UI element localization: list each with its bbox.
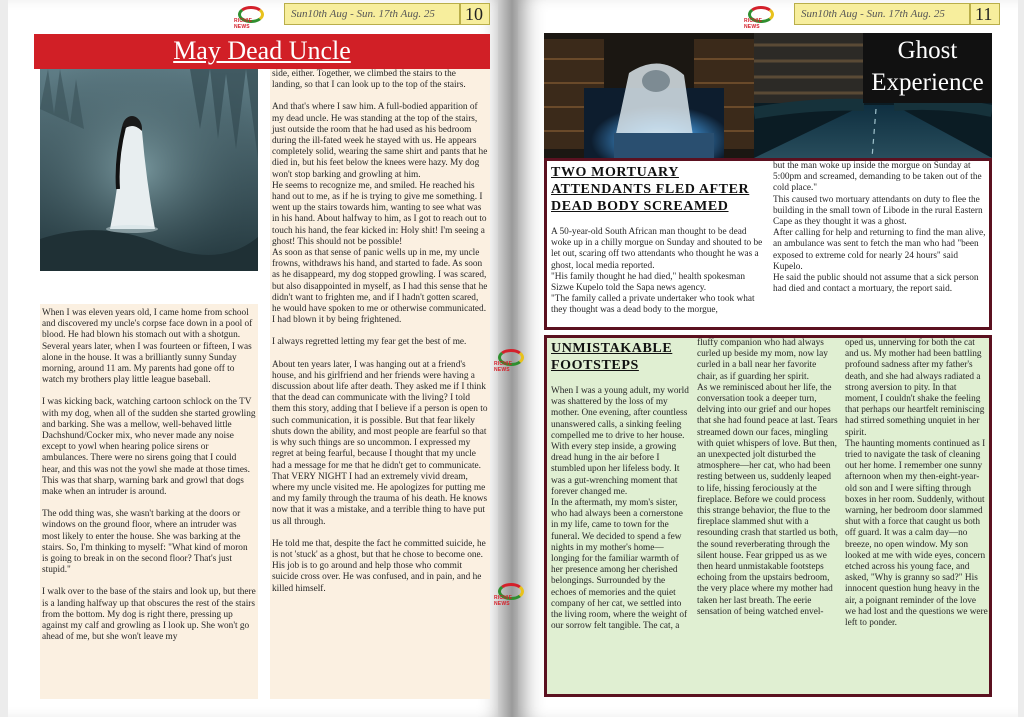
story-box-mortuary xyxy=(544,158,992,330)
paragraph: He seems to recognize me, and smiled. He reached his hand out to me, as if he is trying to give me something. I went up the stairs towards him, wanting to see what was in his hand. About halfway to him, as I got to reach out to touch his hand, the fear kicked in: Holy shit! I'm seeing a ghost! This should not be possible! xyxy=(272,180,487,247)
story-headline: TWO MORTUARY ATTENDANTS FLED AFTER DEAD BODY SCREAMED xyxy=(551,165,750,214)
richie-news-logo: RICHIE NEWS xyxy=(744,5,778,27)
paragraph: I walk over to the base of the stairs and look up, but there is a landing halfway up that obscures the rest of the stairs from the bottom. My dog is right there, pressing up against my calf and growling as I look up. She won't go ahead of me, but she won't leave my xyxy=(42,587,256,643)
paragraph: Several years later, when I was fourteen or fifteen, I was alone in the house. It was a brilliantly sunny Sunday morning, around 11 am. My parents had gone off to watch my brothers play little league baseball. xyxy=(42,341,252,386)
article-column-1 xyxy=(40,304,258,699)
paragraph: I was kicking back, watching cartoon schlock on the TV with my dog, when all of the sudden she started growling and barking. She was a mellow, well-behaved little Dachshund/Cocker mix, who never made any noise except to yowl when hearing police sirens or ambulances. There were no sirens going that I could hear, and this was not the yowl she made at those times. This was that sharp, warning bark and growl that dogs make when an intruder is around. xyxy=(42,397,256,498)
paragraph: As we reminisced about her life, the conversation took a deeper turn, delving into our grief and our hopes that she had found peace at last. Tears streamed down our faces, mingling with quiet whispers of love. But then, an unexpected jolt disturbed the atmosphere—her cat, who had been resting between us, suddenly leaped to life, hissing ferociously at the fireplace. Before we could process this strange behavior, the flue to the fireplace slammed shut with a resounding crash that startled us both, the sound reverberating through the silent house. Fear gripped us as we then heard unmistakable footsteps echoing from the upstairs bedroom, the very place where my mother had taken her last breath. The eerie sensation of being watched envel- xyxy=(697,382,838,617)
paragraph: He told me that, despite the fact he committed suicide, he is not 'stuck' as a ghost, but that he chose to become one. His job is to go around and help those who commit suicide cross over. He was confused, and in pain, and he killed himself. xyxy=(272,538,486,594)
left-page xyxy=(8,0,506,717)
paragraph: As soon as that sense of panic wells up in me, my uncle frowns, withdraws his hand, and started to fade. As soon as he disappeard, my dog stopped growling. I was scared, but also disappointed in myself, as I had this sense that he didn't want to frighten me, and if I hadn't gotten scared, he would have spoken to me or otherwise communicated. I had blown it by being frightened. xyxy=(272,248,488,326)
paragraph: And that's where I saw him. A full-bodied apparition of my dead uncle. He was standing at the top of the stairs, just outside the room that he had used as his bedroom during the ill-fated week he stayed with us. He appears completely solid, wearing the same shirt and pants that he died in, but his feet below the knees were hazy. My dog won't stop barking and growling at him. xyxy=(272,102,488,180)
page-number: 11 xyxy=(970,3,1000,25)
story-column-3 xyxy=(845,338,989,629)
paragraph: The haunting moments continued as I tried to navigate the task of cleaning out her home. I remember one sunny afternoon when my then-eight-year-old son and I were sifting through boxes in her room. Suddenly, without warning, her bedroom door slammed shut with a force that caught us both off guard. It was a calm day—no breeze, no open window. My son looked at me with wide eyes, concern etched across his young face, and asked, "Why is granny so sad?" His innocent question hung heavy in the air, a poignant reminder of the love we had lost and the questions we were left to ponder. xyxy=(845,438,988,629)
paragraph: I always regretted letting my fear get the best of me. xyxy=(272,337,467,348)
section-title: Ghost Experience xyxy=(863,33,992,103)
story-column-1 xyxy=(551,386,691,632)
paragraph: "The family called a private undertaker who took what they thought was a dead body to the morgue, xyxy=(551,294,755,316)
right-page xyxy=(518,0,1018,717)
story-column-2 xyxy=(697,338,839,618)
issue-date: Sun10th Aug - Sun. 17th Aug. 25 xyxy=(794,3,970,25)
paragraph: "His family thought he had died," health spokesman Sizwe Kupelo told the Sapa news agency. xyxy=(551,271,746,294)
paragraph: fluffy companion who had always curled up beside my mom, now lay curled in a ball near her favorite chair, as if guarding her spirit. xyxy=(697,338,828,382)
paragraph: This caused two mortuary attendants on duty to flee the building in the small town of Libode in the rural Eastern Cape as they thought it was a ghost. xyxy=(773,194,983,228)
page-number: 10 xyxy=(460,3,490,25)
paragraph: oped us, unnerving for both the cat and us. My mother had been battling profound sadness after my father's death, and she had always radiated a strong aversion to pity. In that moment, I couldn't shake the feeling that perhaps our heartfelt reminiscing had stirred something unquiet in her spirit. xyxy=(845,338,985,438)
article-column-2 xyxy=(270,69,490,699)
story-column-2 xyxy=(773,161,989,295)
story-headline: UNMISTAKABLE FOOTSTEPS xyxy=(551,341,673,373)
paragraph: A 50-year-old South African man thought to be dead woke up in a chilly morgue on Sunday and shouted to be let out, scaring off two attendants who thought he was a ghost, local media reported. xyxy=(551,227,763,271)
paragraph: That VERY NIGHT I had an extremely vivid dream, where my uncle visited me. He apologizes for putting me and my family through the trauma of his death. He knows now that it was a mistake, and a terrible thing to have put us all through. xyxy=(272,471,488,527)
richie-news-logo: RICHIE NEWS xyxy=(234,5,268,27)
library-ghost-photo xyxy=(544,33,754,158)
richie-news-logo: RICHIE NEWS xyxy=(494,582,528,604)
paragraph: The odd thing was, she wasn't barking at the doors or windows on the ground floor, where an intruder was most likely to enter the house. She was barking at the stairs. So, I'm thinking to myself: "What kind of moron is going to break in on the second floor? That's just stupid." xyxy=(42,509,248,576)
paragraph: When I was a young adult, my world was shattered by the loss of my mother. One evening, after countless unanswered calls, a sinking feeling compelled me to drive to her house. With every step inside, a growing dread hung in the air before I stumbled upon her lifeless body. It was a gut-wrenching moment that forever changed me. xyxy=(551,386,689,497)
richie-news-logo: RICHIE NEWS xyxy=(494,348,528,370)
paragraph: About ten years later, I was hanging out at a friend's house, and his girlfriend and her friends were having a discussion about life after death. They asked me if I think that the dead can communicate with the living? I told them this story, adding that I believe if a person is open to such communication, it is possible. But that fear likely shuts down the ability, and most people are fearful so that is why such things are so uncommon. I expressed my regret at being fearful, because I thought that my uncle had a message for me that he didn't get to communicate. xyxy=(272,359,488,471)
paragraph: side, either. Together, we climbed the stairs to the landing, so that I can look up to the top of the stairs. xyxy=(272,69,466,91)
ghost-woman-photo xyxy=(40,69,258,271)
paragraph: In the aftermath, my mom's sister, who had always been a cornerstone in my life, came to town for the funeral. We decided to spend a few nights in my mother's home—longing for the familiar warmth of her presence among her cherished belongings. Surrounded by the echoes of memories and the quiet company of her cat, we settled into the living room, where the weight of our sorrow felt tangible. The cat, a xyxy=(551,498,688,632)
paragraph: but the man woke up inside the morgue on Sunday at 5:00pm and screamed, demanding to be taken out of the cold place." xyxy=(773,161,982,194)
article-title: May Dead Uncle xyxy=(34,34,490,69)
paragraph: After calling for help and returning to find the man alive, an ambulance was sent to fetch the man who had "been exposed to extreme cold for nearly 24 hours" said Kupelo. xyxy=(773,228,986,272)
paragraph: He said the public should not assume that a sick person had died and contact a mortuary, the report said. xyxy=(773,273,979,295)
story-box-footsteps xyxy=(544,335,992,697)
story-column-1 xyxy=(551,227,766,317)
paragraph: When I was eleven years old, I came home from school and discovered my uncle's corpse face down in a pool of blood. He had blown his stomach out with a shotgun. xyxy=(42,308,253,341)
issue-date: Sun10th Aug - Sun. 17th Aug. 25 xyxy=(284,3,460,25)
